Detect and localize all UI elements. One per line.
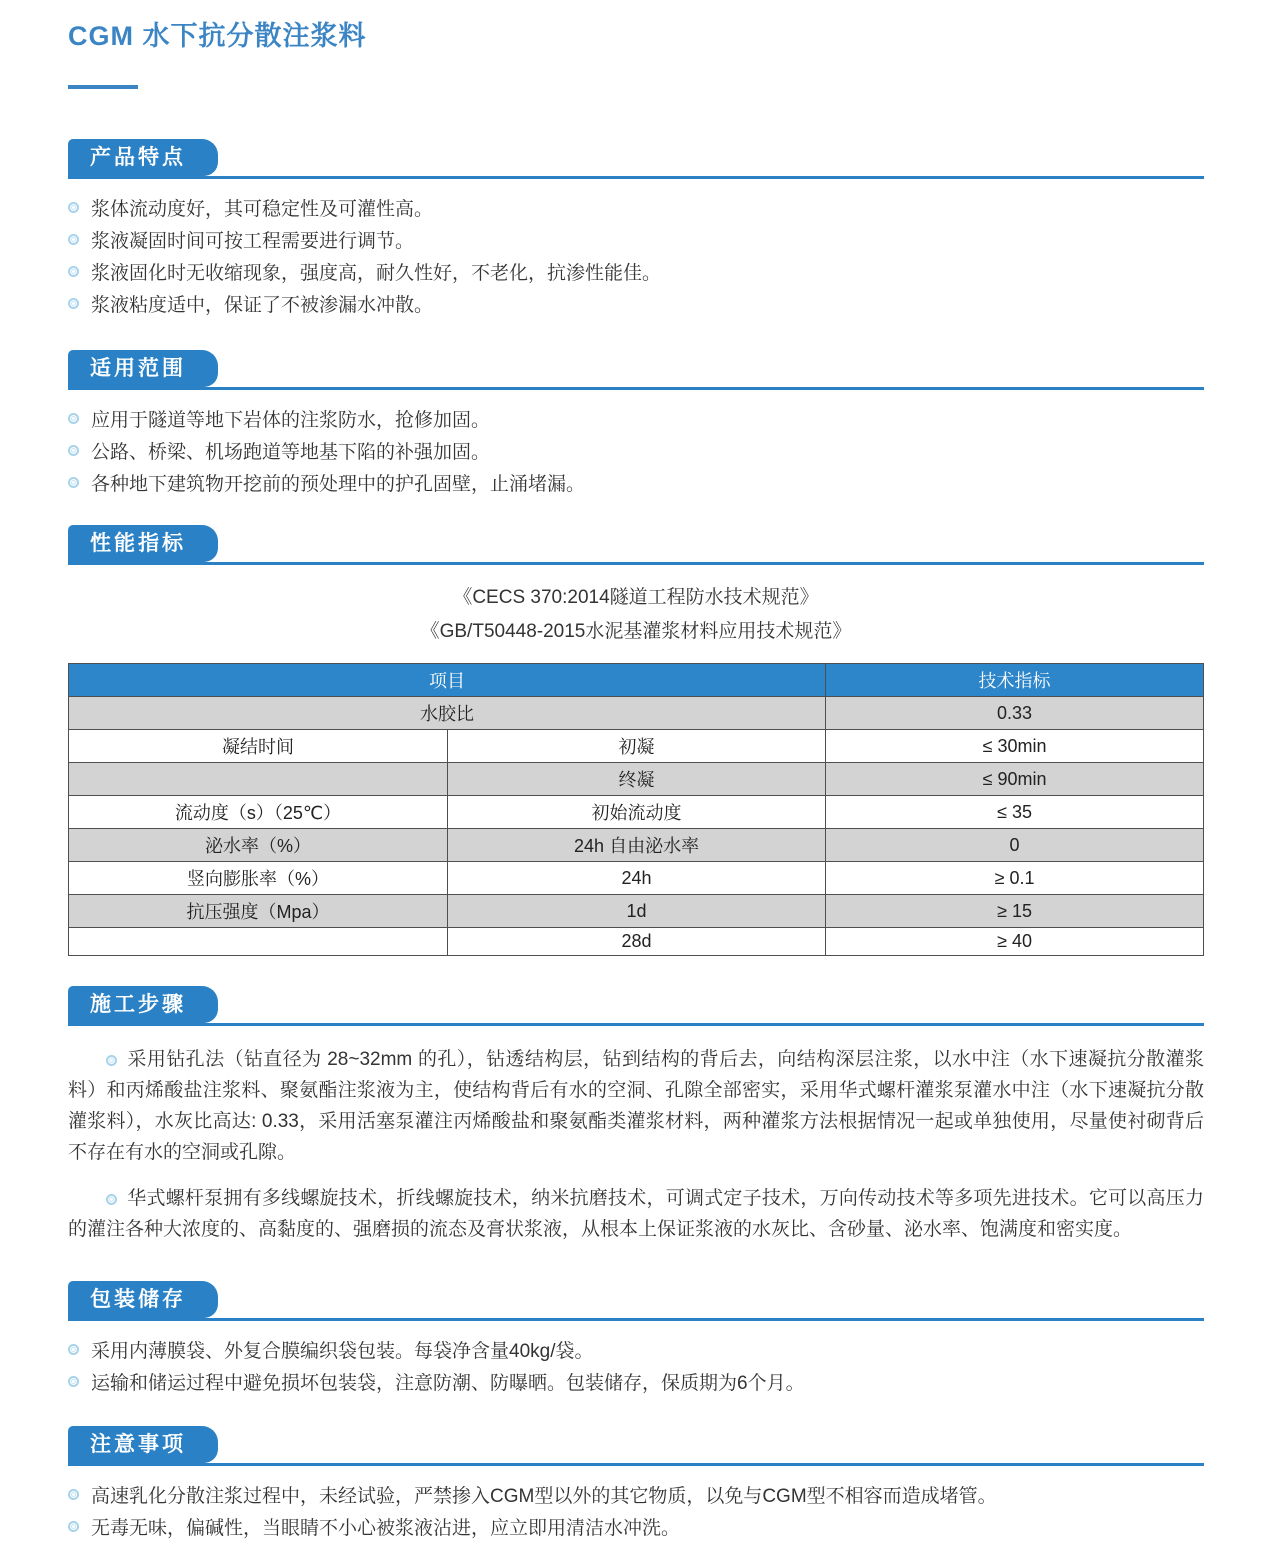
section-application-scope — [68, 350, 1204, 501]
construction-paragraph — [68, 1044, 1204, 1168]
table-row — [69, 796, 1204, 829]
list-item — [68, 1513, 1204, 1545]
table-cell: 泌水率（%） — [69, 829, 448, 862]
table-header-item: 项目 — [69, 664, 826, 697]
table-header-index: 技术指标 — [826, 664, 1204, 697]
bullseye-bullet-icon — [68, 266, 79, 277]
table-row — [69, 895, 1204, 928]
section-header-rule — [68, 525, 1204, 565]
list-item — [68, 1368, 1204, 1400]
packaging-list — [68, 1336, 1204, 1400]
table-row — [69, 829, 1204, 862]
table-row — [69, 697, 1204, 730]
list-item — [68, 437, 1204, 469]
section-product-features — [68, 139, 1204, 322]
bullseye-bullet-icon — [68, 1376, 79, 1387]
bullseye-bullet-icon — [68, 1489, 79, 1500]
section-header-rule — [68, 139, 1204, 179]
section-performance-index — [68, 525, 1204, 956]
table-row — [69, 730, 1204, 763]
table-cell: 24h 自由泌水率 — [448, 829, 826, 862]
table-cell: 28d — [448, 928, 826, 956]
table-cell: 流动度（s）（25℃） — [69, 796, 448, 829]
table-cell — [69, 763, 448, 796]
table-row — [69, 862, 1204, 895]
section-precautions — [68, 1426, 1204, 1545]
section-badge-scope: 适用范围 — [68, 350, 218, 387]
table-cell: 24h — [448, 862, 826, 895]
table-row — [69, 763, 1204, 796]
table-cell: ≤ 90min — [826, 763, 1204, 796]
list-item-text: 浆液固化时无收缩现象，强度高，耐久性好，不老化，抗渗性能佳。 — [91, 263, 662, 284]
list-item-text: 浆液凝固时间可按工程需要进行调节。 — [91, 231, 415, 252]
bullseye-bullet-icon — [68, 202, 79, 213]
paragraph-text: 华式螺杆泵拥有多线螺旋技术，折线螺旋技术，纳米抗磨技术，可调式定子技术，万向传动技术等多项先进技术。它可以高压力的灌注各种大浓度的、高黏度的、强磨损的流态及膏状浆液，从根本上保证浆液的水灰比、含砂量、泌水率、饱满度和密实度。 — [68, 1188, 1204, 1240]
table-cell — [69, 928, 448, 956]
table-cell: 水胶比 — [69, 697, 826, 730]
table-cell: ≤ 30min — [826, 730, 1204, 763]
section-badge-construction: 施工步骤 — [68, 986, 218, 1023]
section-badge-packaging: 包装储存 — [68, 1281, 218, 1318]
bullseye-bullet-icon — [68, 477, 79, 488]
list-item — [68, 258, 1204, 290]
section-badge-performance: 性能指标 — [68, 525, 218, 562]
table-cell: 凝结时间 — [69, 730, 448, 763]
section-header-rule — [68, 1281, 1204, 1321]
table-cell: 初凝 — [448, 730, 826, 763]
scope-list — [68, 405, 1204, 501]
bullseye-bullet-icon — [68, 413, 79, 424]
table-cell: 0 — [826, 829, 1204, 862]
standard-reference: 《GB/T50448-2015水泥基灌浆材料应用技术规范》 — [420, 621, 852, 642]
list-item-text: 高速乳化分散注浆过程中，未经试验，严禁掺入CGM型以外的其它物质，以免与CGM型不相容而造成堵管。 — [91, 1486, 997, 1507]
bullseye-bullet-icon — [106, 1194, 117, 1205]
section-packaging-storage — [68, 1281, 1204, 1400]
bullseye-bullet-icon — [68, 1344, 79, 1355]
bullseye-bullet-icon — [106, 1055, 117, 1066]
table-cell: 竖向膨胀率（%） — [69, 862, 448, 895]
list-item — [68, 290, 1204, 322]
table-cell: ≥ 0.1 — [826, 862, 1204, 895]
table-cell: 初始流动度 — [448, 796, 826, 829]
list-item-text: 浆液粘度适中，保证了不被渗漏水冲散。 — [91, 295, 434, 316]
table-header-row — [69, 664, 1204, 697]
title-underline — [68, 85, 138, 89]
page-title: CGM 水下抗分散注浆料 — [68, 21, 367, 51]
list-item-text: 采用内薄膜袋、外复合膜编织袋包装。每袋净含量40kg/袋。 — [91, 1341, 594, 1362]
notes-list — [68, 1481, 1204, 1545]
table-cell: 抗压强度（Mpa） — [69, 895, 448, 928]
standards-references — [68, 583, 1204, 647]
features-list — [68, 194, 1204, 322]
performance-table — [68, 663, 1204, 956]
section-badge-notes: 注意事项 — [68, 1426, 218, 1463]
list-item — [68, 469, 1204, 501]
list-item-text: 运输和储运过程中避免损坏包装袋，注意防潮、防曝晒。包装储存，保质期为6个月。 — [91, 1373, 805, 1394]
paragraph-text: 采用钻孔法（钻直径为 28~32mm 的孔），钻透结构层，钻到结构的背后去，向结构深层注浆，以水中注（水下速凝抗分散灌浆料）和丙烯酸盐注浆料、聚氨酯注浆液为主，使结构背后有水的空洞、孔隙全部密实，采用华式螺杆灌浆泵灌水中注（水下速凝抗分散灌浆料），水灰比高达: 0.33，采用活塞泵灌注丙烯酸盐和聚氨酯类灌浆材料，两种灌浆方法根据情况一起或单独使用，尽量使衬砌背后不存在有水的空洞或孔隙。 — [68, 1049, 1204, 1163]
bullseye-bullet-icon — [68, 298, 79, 309]
bullseye-bullet-icon — [68, 234, 79, 245]
section-construction-steps — [68, 986, 1204, 1245]
list-item-text: 无毒无味，偏碱性，当眼睛不小心被浆液沾进，应立即用清洁水冲洗。 — [91, 1518, 681, 1539]
section-header-rule — [68, 350, 1204, 390]
table-row — [69, 928, 1204, 956]
table-cell: ≥ 40 — [826, 928, 1204, 956]
list-item-text: 各种地下建筑物开挖前的预处理中的护孔固壁，止涌堵漏。 — [91, 474, 586, 495]
table-cell: 0.33 — [826, 697, 1204, 730]
section-badge-features: 产品特点 — [68, 139, 218, 176]
list-item-text: 浆体流动度好，其可稳定性及可灌性高。 — [91, 199, 434, 220]
list-item — [68, 194, 1204, 226]
section-header-rule — [68, 1426, 1204, 1466]
table-cell: ≤ 35 — [826, 796, 1204, 829]
bullseye-bullet-icon — [68, 1521, 79, 1532]
section-header-rule — [68, 986, 1204, 1026]
list-item — [68, 405, 1204, 437]
list-item — [68, 1336, 1204, 1368]
list-item-text: 公路、桥梁、机场跑道等地基下陷的补强加固。 — [91, 442, 491, 463]
construction-paragraph — [68, 1183, 1204, 1245]
standard-reference: 《CECS 370:2014隧道工程防水技术规范》 — [453, 587, 819, 608]
list-item — [68, 1481, 1204, 1513]
table-cell: 终凝 — [448, 763, 826, 796]
list-item — [68, 226, 1204, 258]
list-item-text: 应用于隧道等地下岩体的注浆防水，抢修加固。 — [91, 410, 491, 431]
bullseye-bullet-icon — [68, 445, 79, 456]
table-cell: ≥ 15 — [826, 895, 1204, 928]
table-cell: 1d — [448, 895, 826, 928]
